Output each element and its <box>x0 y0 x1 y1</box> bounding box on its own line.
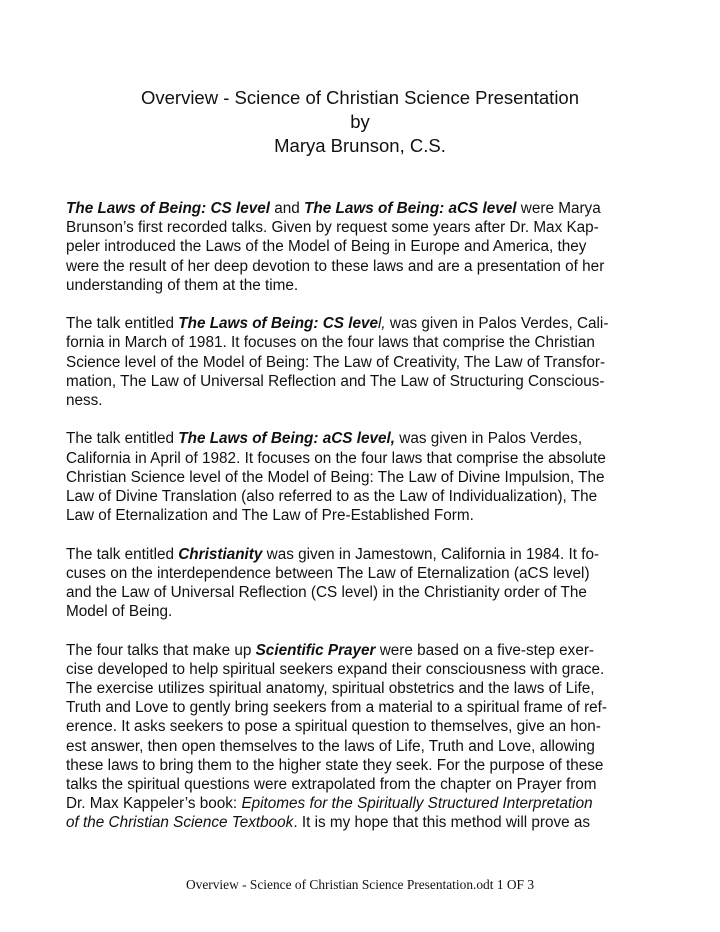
text-run: these laws to bring them to the higher state they seek. For the purpose of these <box>66 756 604 774</box>
text-run: ness. <box>66 392 103 410</box>
text-run: were based on a five-step exer- <box>375 641 595 659</box>
text-line <box>66 717 656 736</box>
text-run: and the Law of Universal Reflection (CS level) in the Christianity order of The <box>66 584 587 602</box>
text-run: were the result of her deep devotion to these laws and are a presentation of her <box>66 257 605 275</box>
text-line <box>66 333 656 352</box>
text-line <box>66 199 656 218</box>
emphasized-title: Scientific Prayer <box>255 641 376 659</box>
document-body <box>66 199 656 852</box>
emphasized-title: The Laws of Being: aCS level <box>304 200 517 217</box>
emphasized-title: Christianity <box>178 545 263 563</box>
text-line <box>66 276 656 295</box>
body-paragraph <box>66 199 656 295</box>
text-line <box>66 257 656 276</box>
text-run: was given in Palos Verdes, Cali- <box>385 315 609 333</box>
emphasized-title: The Laws of Being: CS level <box>66 200 270 217</box>
text-run: Dr. Max Kappeler’s book: <box>66 795 242 813</box>
text-line <box>66 429 656 448</box>
text-run: Truth and Love to gently bring seekers from a material to a spiritual frame of ref- <box>66 699 608 717</box>
text-line <box>66 391 656 410</box>
body-paragraph <box>66 545 656 622</box>
text-line <box>66 487 656 506</box>
text-line <box>66 237 656 256</box>
text-line <box>66 468 656 487</box>
text-run: The talk entitled <box>66 545 179 563</box>
emphasized-title: The Laws of Being: CS leve <box>178 315 378 333</box>
text-line <box>66 641 656 660</box>
text-line <box>66 679 656 698</box>
text-line <box>66 737 656 756</box>
text-line <box>66 698 656 717</box>
text-line <box>66 353 656 372</box>
text-run: peler introduced the Laws of the Model of Being in Europe and America, they <box>66 238 587 256</box>
text-run: Law of Eternalization and The Law of Pre-Established Form. <box>66 507 474 525</box>
text-run: The talk entitled <box>66 315 179 333</box>
text-run: cuses on the interdependence between The Law of Eternalization (aCS level) <box>66 564 590 582</box>
text-run: California in April of 1982. It focuses on the four laws that comprise the absolute <box>66 449 606 467</box>
text-line <box>66 660 656 679</box>
text-line <box>66 794 656 813</box>
text-line <box>66 564 656 583</box>
body-paragraph <box>66 314 656 410</box>
text-run: was given in Jamestown, California in 1984. It fo- <box>262 545 600 563</box>
text-run: Model of Being. <box>66 603 173 621</box>
text-run: were Marya <box>516 200 601 217</box>
text-run: cise developed to help spiritual seekers expand their consciousness with grace. <box>66 660 605 678</box>
document-title-block <box>0 86 720 158</box>
text-run: and <box>270 200 305 217</box>
text-run: understanding of them at the time. <box>66 276 299 294</box>
emphasized-title: l, <box>378 315 386 333</box>
text-line <box>66 583 656 602</box>
text-line <box>66 218 656 237</box>
body-paragraph <box>66 641 656 833</box>
text-line <box>66 449 656 468</box>
emphasized-title: The Laws of Being: aCS level, <box>178 430 396 448</box>
emphasized-title: of the Christian Science Textbook <box>66 814 294 832</box>
text-run: est answer, then open themselves to the laws of Life, Truth and Love, allowing <box>66 737 595 755</box>
text-run: The exercise utilizes spiritual anatomy, spiritual obstetrics and the laws of Life, <box>66 680 595 698</box>
emphasized-title: Epitomes for the Spiritually Structured Interpretation <box>241 795 593 813</box>
text-run: Science level of the Model of Being: The Law of Creativity, The Law of Transfor- <box>66 353 606 371</box>
text-line <box>66 506 656 525</box>
text-line <box>66 545 656 564</box>
text-line <box>66 775 656 794</box>
text-run: was given in Palos Verdes, <box>395 430 583 448</box>
text-run: fornia in March of 1981. It focuses on the four laws that comprise the Christian <box>66 334 595 352</box>
text-run: Law of Divine Translation (also referred to as the Law of Individualization), The <box>66 488 598 506</box>
text-run: Christian Science level of the Model of Being: The Law of Divine Impulsion, The <box>66 468 605 486</box>
author-name: Marya Brunson, C.S. <box>274 135 446 156</box>
text-run: mation, The Law of Universal Reflection and The Law of Structuring Conscious- <box>66 372 605 390</box>
text-run: erence. It asks seekers to pose a spiritual question to themselves, give an hon- <box>66 718 601 736</box>
document-title: Overview - Science of Christian Science Presentation <box>140 87 580 108</box>
text-run: talks the spiritual questions were extrapolated from the chapter on Prayer from <box>66 776 597 794</box>
text-line <box>66 813 656 832</box>
text-run: Brunson’s first recorded talks. Given by request some years after Dr. Max Kap- <box>66 219 599 237</box>
text-line <box>66 756 656 775</box>
body-paragraph <box>66 429 656 525</box>
page-footer: Overview - Science of Christian Science Presentation.odt 1 OF 3 <box>185 877 535 892</box>
text-run: The talk entitled <box>66 430 179 448</box>
text-run: . It is my hope that this method will prove as <box>293 814 591 832</box>
text-run: The four talks that make up <box>66 641 256 659</box>
text-line <box>66 314 656 333</box>
text-line <box>66 372 656 391</box>
text-line <box>66 602 656 621</box>
title-by-line: by <box>350 111 370 132</box>
